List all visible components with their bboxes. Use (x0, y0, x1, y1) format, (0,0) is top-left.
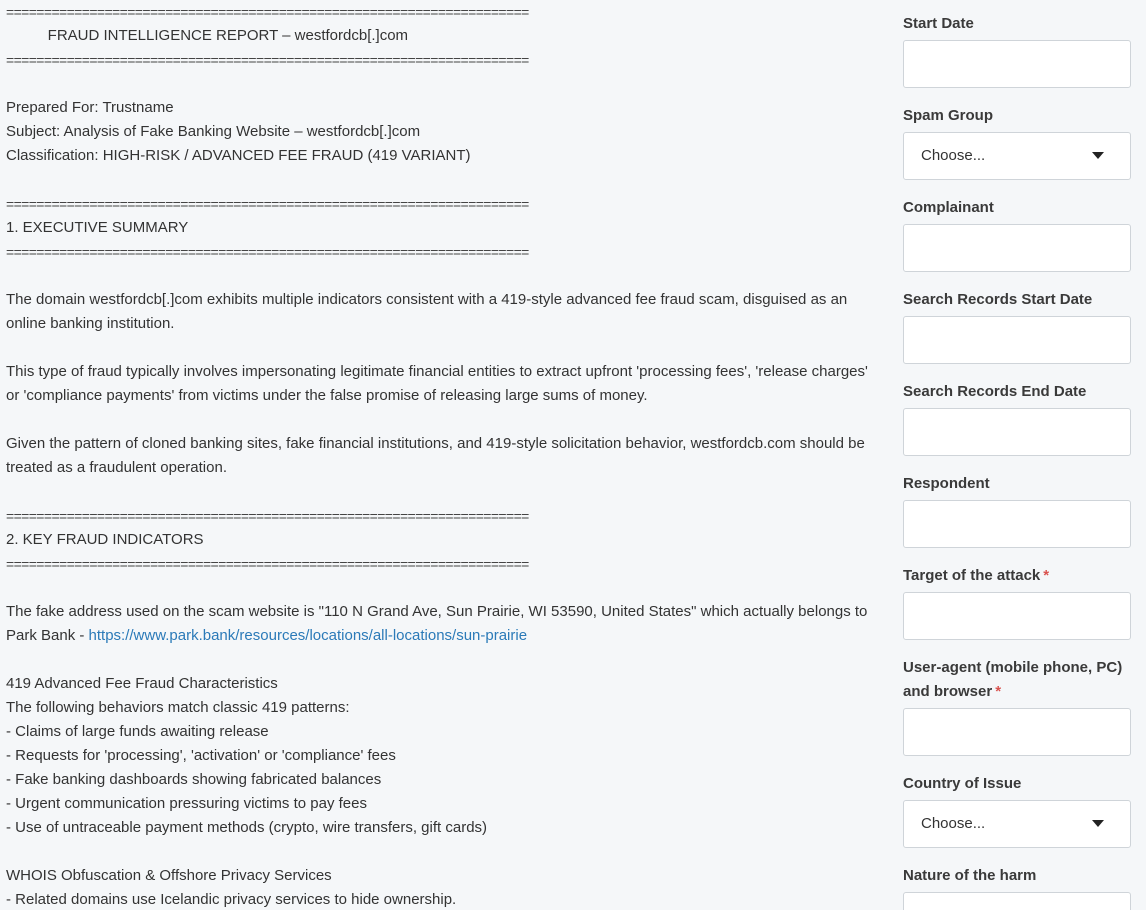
spam-group-field (903, 104, 1131, 180)
list-item: - Related domains use Icelandic privacy services to hide ownership. (6, 891, 457, 908)
report-title: FRAUD INTELLIGENCE REPORT – westfordcb[.]com (6, 27, 409, 44)
spam-group-select[interactable] (903, 132, 1131, 180)
address-text: The fake address used on the scam website is "110 N Grand Ave, Sun Prairie, WI 53590, United States" which actually belongs to Park Bank - (6, 603, 868, 644)
country-label: Country of Issue (903, 775, 1022, 792)
target-label (903, 564, 1131, 588)
search-start-date-label: Search Records Start Date (903, 291, 1093, 308)
user-agent-label-text: User-agent (mobile phone, PC) and browser (903, 659, 1123, 700)
fraud-characteristics-intro: The following behaviors match classic 419 patterns: (6, 699, 350, 716)
country-selected-value: Choose... (921, 815, 986, 832)
park-bank-link[interactable]: https://www.park.bank/resources/locations/all-locations/sun-prairie (88, 627, 528, 644)
target-input[interactable] (903, 592, 1131, 640)
list-item: - Requests for 'processing', 'activation' or 'compliance' fees (6, 747, 396, 764)
separator-line: ===================================================================== (6, 196, 529, 212)
user-agent-input[interactable] (903, 708, 1131, 756)
start-date-label: Start Date (903, 15, 974, 32)
search-start-date-field (903, 288, 1131, 364)
fraud-characteristics-heading: 419 Advanced Fee Fraud Characteristics (6, 675, 278, 692)
country-field (903, 772, 1131, 848)
section-heading-key-fraud-indicators: 2. KEY FRAUD INDICATORS (6, 531, 204, 548)
user-agent-label (903, 656, 1131, 704)
chevron-down-icon (1092, 820, 1104, 827)
spam-group-selected-value: Choose... (921, 147, 986, 164)
summary-paragraph-1: The domain westfordcb[.]com exhibits multiple indicators consistent with a 419-style advanced fee fraud scam, disguised as an online banking institution. (6, 291, 848, 332)
classification: Classification: HIGH-RISK / ADVANCED FEE FRAUD (419 VARIANT) (6, 147, 471, 164)
summary-paragraph-2: This type of fraud typically involves impersonating legitimate financial entities to extract upfront 'processing fees', 'release charges' or 'compliance payments' from victims under the false promise of releasing large sums of money. (6, 363, 868, 404)
separator-line: ===================================================================== (6, 52, 529, 68)
section-heading-executive-summary: 1. EXECUTIVE SUMMARY (6, 219, 189, 236)
subject: Subject: Analysis of Fake Banking Website – westfordcb[.]com (6, 123, 421, 140)
address-paragraph (6, 600, 876, 648)
complainant-input[interactable] (903, 224, 1131, 272)
target-label-text: Target of the attack (903, 567, 1041, 584)
separator-line: ===================================================================== (6, 244, 529, 260)
separator-line: ===================================================================== (6, 556, 529, 572)
search-end-date-input[interactable] (903, 408, 1131, 456)
harm-field (903, 864, 1131, 910)
target-field (903, 564, 1131, 640)
respondent-field (903, 472, 1131, 548)
separator-line: ===================================================================== (6, 4, 529, 20)
start-date-input[interactable] (903, 40, 1131, 88)
fraud-report (6, 0, 876, 910)
whois-heading: WHOIS Obfuscation & Offshore Privacy Services (6, 867, 332, 884)
harm-input[interactable] (903, 892, 1131, 910)
search-end-date-field (903, 380, 1131, 456)
country-select[interactable] (903, 800, 1131, 848)
complainant-field (903, 196, 1131, 272)
list-item: - Claims of large funds awaiting release (6, 723, 269, 740)
required-asterisk: * (1043, 567, 1050, 584)
list-item: - Use of untraceable payment methods (crypto, wire transfers, gift cards) (6, 819, 488, 836)
separator-line: ===================================================================== (6, 508, 529, 524)
list-item: - Urgent communication pressuring victims to pay fees (6, 795, 367, 812)
chevron-down-icon (1092, 152, 1104, 159)
required-asterisk: * (995, 683, 1002, 700)
start-date-field (903, 12, 1131, 88)
user-agent-field (903, 656, 1131, 756)
search-start-date-input[interactable] (903, 316, 1131, 364)
list-item: - Fake banking dashboards showing fabricated balances (6, 771, 382, 788)
complainant-label: Complainant (903, 199, 994, 216)
summary-paragraph-3: Given the pattern of cloned banking sites, fake financial institutions, and 419-style solicitation behavior, westfordcb.com should be treated as a fraudulent operation. (6, 435, 865, 476)
respondent-input[interactable] (903, 500, 1131, 548)
harm-label: Nature of the harm (903, 867, 1037, 884)
prepared-for: Prepared For: Trustname (6, 99, 174, 116)
respondent-label: Respondent (903, 475, 990, 492)
spam-group-label: Spam Group (903, 107, 994, 124)
search-end-date-label: Search Records End Date (903, 383, 1087, 400)
